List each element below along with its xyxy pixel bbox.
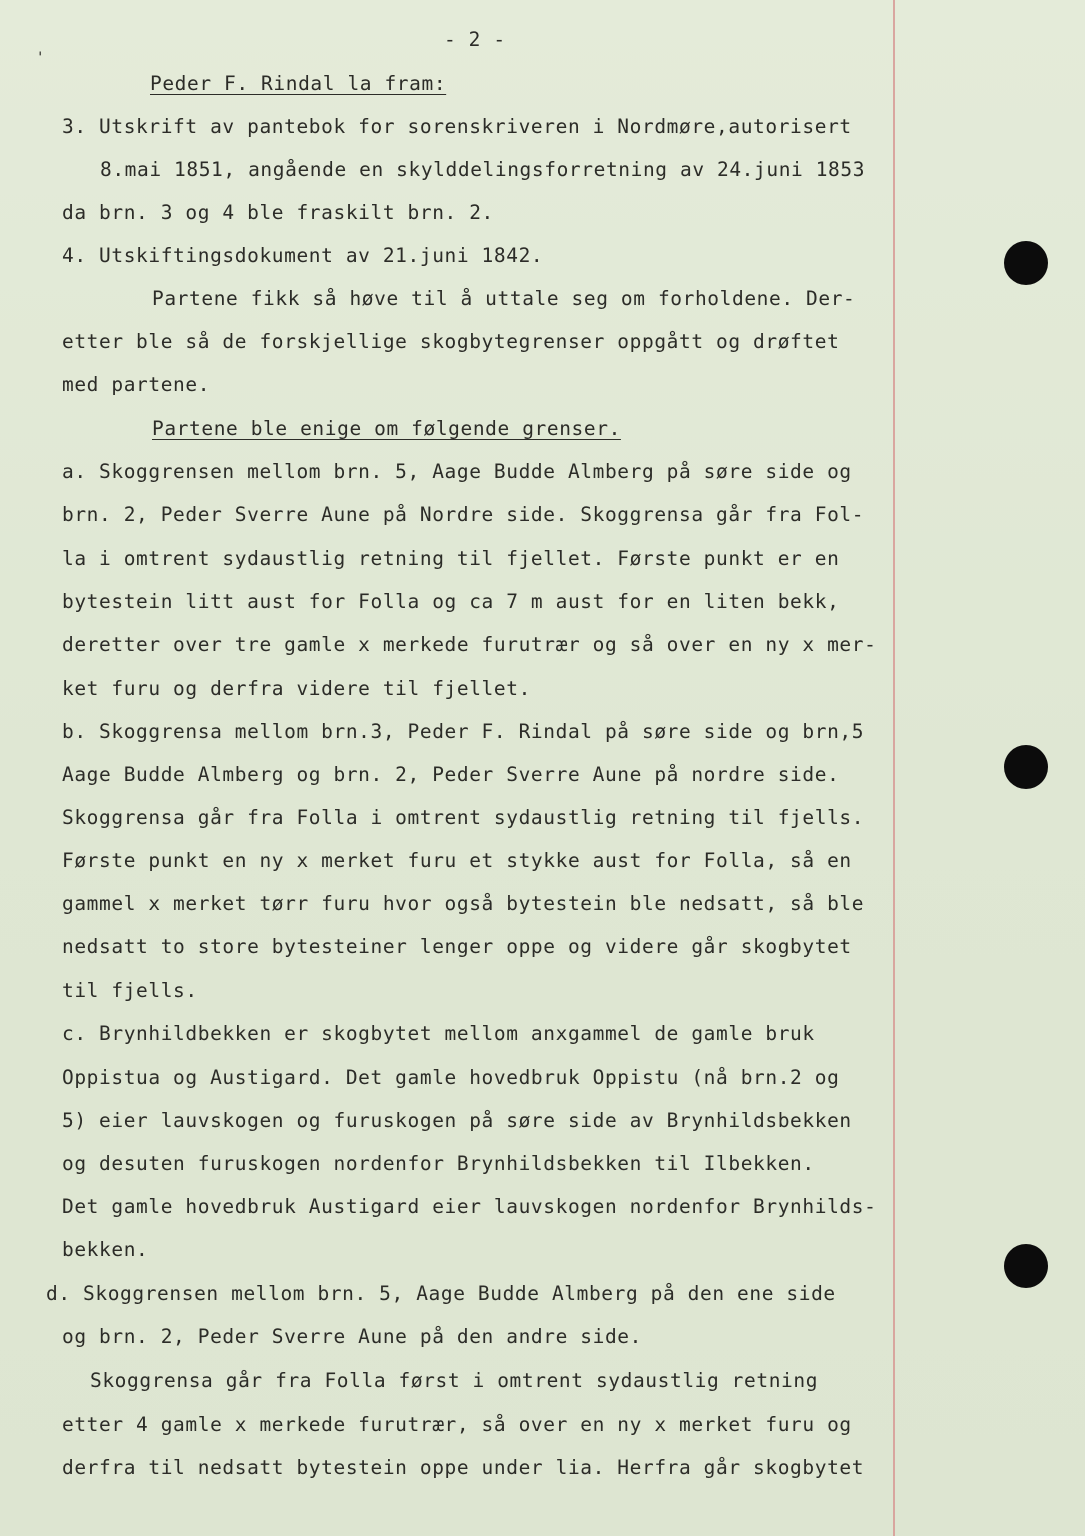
- text-line-24: 5) eier lauvskogen og furuskogen på søre side av Brynhildsbekken: [62, 1109, 852, 1132]
- heading: Peder F. Rindal la fram:: [150, 72, 447, 95]
- text-line-1: 3. Utskrift av pantebok for sorenskriveren i Nordmøre,autorisert: [62, 115, 852, 138]
- text-line-8: Partene ble enige om følgende grenser.: [152, 417, 621, 440]
- text-line-23: Oppistua og Austigard. Det gamle hovedbruk Oppistu (nå brn.2 og: [62, 1066, 840, 1089]
- text-line-26: Det gamle hovedbruk Austigard eier lauvskogen nordenfor Brynhilds-: [62, 1195, 877, 1218]
- margin-mark: ': [36, 50, 45, 66]
- punch-hole-middle: [1004, 745, 1048, 789]
- text-line-10: brn. 2, Peder Sverre Aune på Nordre side. Skoggrensa går fra Fol-: [62, 503, 865, 526]
- text-line-16: Aage Budde Almberg og brn. 2, Peder Sverre Aune på nordre side.: [62, 763, 840, 786]
- text-line-19: gammel x merket tørr furu hvor også bytestein ble nedsatt, så ble: [62, 892, 865, 915]
- text-line-28: d. Skoggrensen mellom brn. 5, Aage Budde Almberg på den ene side: [46, 1282, 836, 1305]
- text-line-29: og brn. 2, Peder Sverre Aune på den andre side.: [62, 1325, 642, 1348]
- text-line-22: c. Brynhildbekken er skogbytet mellom anxgammel de gamle bruk: [62, 1022, 815, 1045]
- text-line-27: bekken.: [62, 1238, 149, 1261]
- text-line-3: da brn. 3 og 4 ble fraskilt brn. 2.: [62, 201, 494, 224]
- text-line-32: derfra til nedsatt bytestein oppe under lia. Herfra går skogbytet: [62, 1456, 865, 1479]
- text-line-9: a. Skoggrensen mellom brn. 5, Aage Budde Almberg på søre side og: [62, 460, 852, 483]
- text-line-11: la i omtrent sydaustlig retning til fjellet. Første punkt er en: [62, 547, 840, 570]
- text-line-5: Partene fikk så høve til å uttale seg om forholdene. Der-: [152, 287, 856, 310]
- text-line-18: Første punkt en ny x merket furu et stykke aust for Folla, så en: [62, 849, 852, 872]
- text-line-7: med partene.: [62, 373, 211, 396]
- text-line-21: til fjells.: [62, 979, 198, 1002]
- text-line-14: ket furu og derfra videre til fjellet.: [62, 677, 531, 700]
- text-line-25: og desuten furuskogen nordenfor Brynhildsbekken til Ilbekken.: [62, 1152, 815, 1175]
- punch-hole-top: [1004, 241, 1048, 285]
- text-line-12: bytestein litt aust for Folla og ca 7 m aust for en liten bekk,: [62, 590, 840, 613]
- page-number: - 2 -: [444, 28, 506, 51]
- margin-line: [893, 0, 895, 1536]
- text-line-4: 4. Utskiftingsdokument av 21.juni 1842.: [62, 244, 544, 267]
- text-line-31: etter 4 gamle x merkede furutrær, så over en ny x merket furu og: [62, 1413, 852, 1436]
- text-line-15: b. Skoggrensa mellom brn.3, Peder F. Rindal på søre side og brn,5: [62, 720, 865, 743]
- text-line-20: nedsatt to store bytesteiner lenger oppe og videre går skogbytet: [62, 935, 852, 958]
- text-line-13: deretter over tre gamle x merkede furutrær og så over en ny x mer-: [62, 633, 877, 656]
- text-line-17: Skoggrensa går fra Folla i omtrent sydaustlig retning til fjells.: [62, 806, 865, 829]
- text-line-6: etter ble så de forskjellige skogbytegrenser oppgått og drøftet: [62, 330, 840, 353]
- text-line-30: Skoggrensa går fra Folla først i omtrent sydaustlig retning: [90, 1369, 819, 1392]
- text-line-2: 8.mai 1851, angående en skylddelingsforretning av 24.juni 1853: [100, 158, 866, 181]
- punch-hole-bottom: [1004, 1244, 1048, 1288]
